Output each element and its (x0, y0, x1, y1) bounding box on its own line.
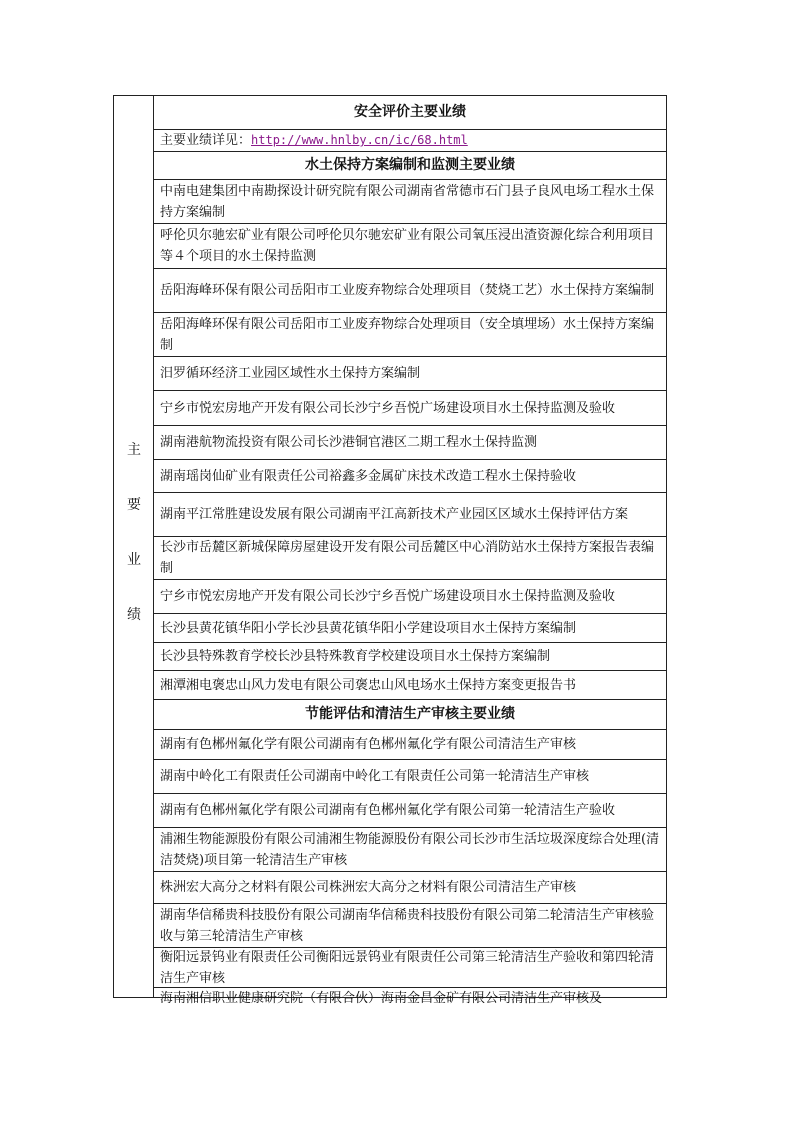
list-item: 湖南港航物流投资有限公司长沙港铜官港区二期工程水土保持监测 (154, 425, 666, 459)
list-item: 长沙县黄花镇华阳小学长沙县黄花镇华阳小学建设项目水土保持方案编制 (154, 613, 666, 642)
list-item: 湖南平江常胜建设发展有限公司湖南平江高新技术产业园区区域水土保持评估方案 (154, 492, 666, 536)
list-item: 汨罗循环经济工业园区域性水土保持方案编制 (154, 356, 666, 390)
left-label-char: 主 (127, 442, 141, 458)
section-title: 水土保持方案编制和监测主要业绩 (305, 157, 515, 173)
list-item: 长沙县特殊教育学校长沙县特殊教育学校建设项目水土保持方案编制 (154, 642, 666, 670)
list-item: 湖南华信稀贵科技股份有限公司湖南华信稀贵科技股份有限公司第二轮清洁生产审核验收与第三轮清洁生产审核 (154, 903, 666, 947)
section-title: 安全评价主要业绩 (354, 104, 466, 120)
detail-prefix: 主要业绩详见： (160, 133, 252, 148)
list-item: 衡阳远景钨业有限责任公司衡阳远景钨业有限责任公司第三轮清洁生产验收和第四轮清洁生产审核 (154, 947, 666, 987)
table-rows (154, 96, 666, 1006)
left-label-char: 业 (127, 552, 141, 568)
list-item: 中南电建集团中南勘探设计研究院有限公司湖南省常德市石门县子良风电场工程水土保持方案编制 (154, 179, 666, 223)
detail-link[interactable]: http://www.hnlby.cn/ic/68.html (251, 133, 468, 147)
list-item: 湖南瑶岗仙矿业有限责任公司裕鑫多金属矿床技术改造工程水土保持验收 (154, 459, 666, 492)
left-label-column (114, 96, 154, 997)
section-title: 节能评估和清洁生产审核主要业绩 (305, 706, 515, 722)
detail-row (154, 129, 666, 151)
section-header-safety (154, 96, 666, 129)
list-item: 岳阳海峰环保有限公司岳阳市工业废弃物综合处理项目（焚烧工艺）水土保持方案编制 (154, 268, 666, 312)
list-item: 浦湘生物能源股份有限公司浦湘生物能源股份有限公司长沙市生活垃圾深度综合处理(清洁焚烧)项目第一轮清洁生产审核 (154, 827, 666, 871)
list-item: 株洲宏大高分之材料有限公司株洲宏大高分之材料有限公司清洁生产审核 (154, 871, 666, 903)
list-item: 呼伦贝尔驰宏矿业有限公司呼伦贝尔驰宏矿业有限公司氧压浸出渣资源化综合利用项目等４个项目的水土保持监测 (154, 223, 666, 268)
achievements-table (113, 95, 667, 1006)
list-item: 长沙市岳麓区新城保障房屋建设开发有限公司岳麓区中心消防站水土保持方案报告表编制 (154, 536, 666, 579)
list-item: 湖南有色郴州氟化学有限公司湖南有色郴州氟化学有限公司第一轮清洁生产验收 (154, 793, 666, 827)
list-item: 湘潭湘电褒忠山风力发电有限公司褒忠山风电场水土保持方案变更报告书 (154, 670, 666, 699)
section-header-soil (154, 151, 666, 179)
list-item: 岳阳海峰环保有限公司岳阳市工业废弃物综合处理项目（安全填埋场）水土保持方案编制 (154, 312, 666, 356)
left-label-char: 要 (127, 497, 141, 513)
list-item: 湖南中岭化工有限责任公司湖南中岭化工有限责任公司第一轮清洁生产审核 (154, 759, 666, 793)
list-item-text: 海南湘信职业健康研究院（有限合伙）海南金昌金矿有限公司清洁生产审核及 (160, 991, 603, 1006)
list-item: 湖南有色郴州氟化学有限公司湖南有色郴州氟化学有限公司清洁生产审核 (154, 729, 666, 759)
list-item: 宁乡市悦宏房地产开发有限公司长沙宁乡吾悦广场建设项目水土保持监测及验收 (154, 390, 666, 425)
left-label-char: 绩 (127, 607, 141, 623)
list-item: 宁乡市悦宏房地产开发有限公司长沙宁乡吾悦广场建设项目水土保持监测及验收 (154, 579, 666, 613)
list-item (154, 987, 666, 1006)
section-header-energy (154, 699, 666, 729)
